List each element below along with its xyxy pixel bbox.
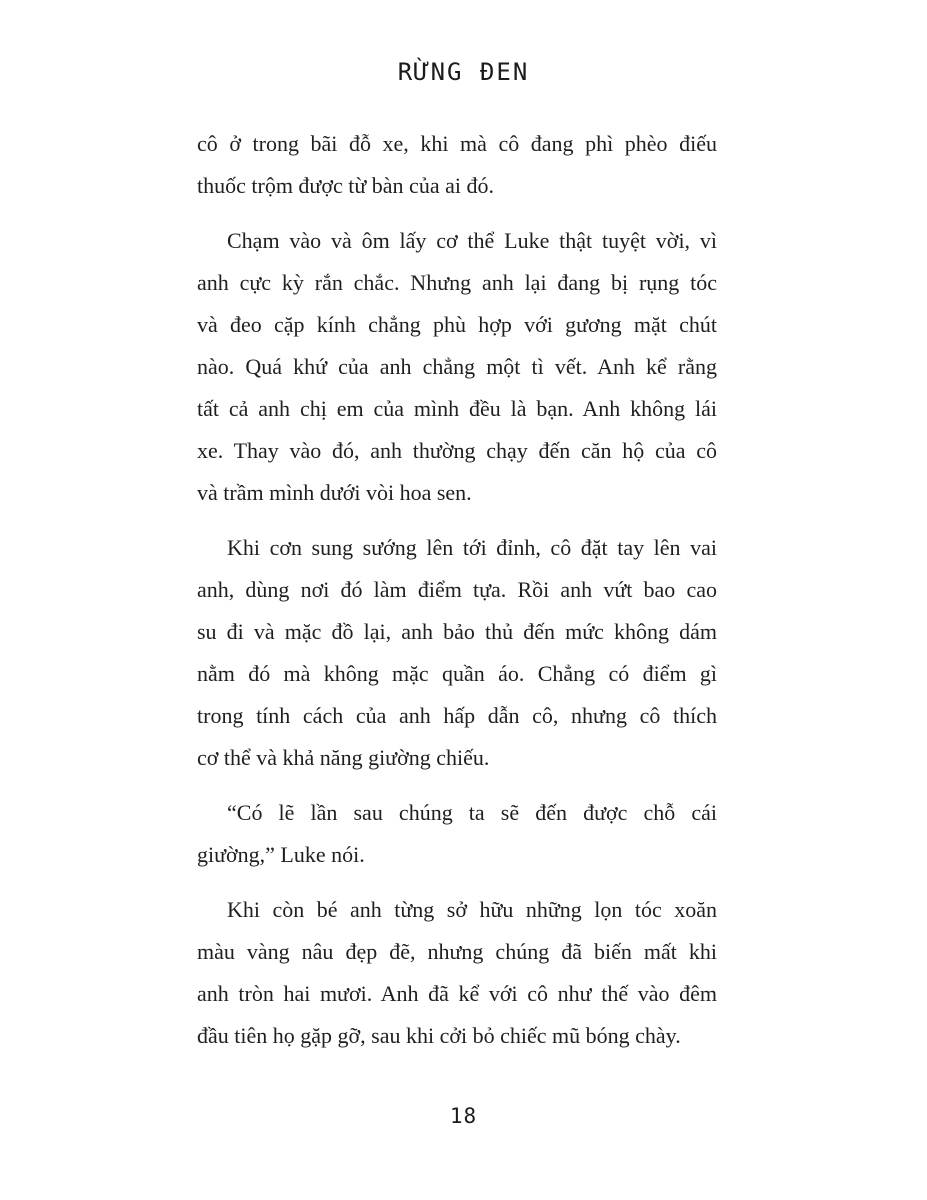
text-line: “Có lẽ lần sau chúng ta sẽ đến được chỗ cái [227, 800, 717, 825]
text-line: Khi còn bé anh từng sở hữu những lọn tóc xoăn [227, 897, 717, 922]
text-line: tất cả anh chị em của mình đều là bạn. Anh không lái [197, 396, 717, 421]
text-line: đầu tiên họ gặp gỡ, sau khi cởi bỏ chiếc mũ bóng chày. [197, 1023, 681, 1048]
text-line: trong tính cách của anh hấp dẫn cô, nhưng cô thích [197, 703, 717, 728]
text-line: và trầm mình dưới vòi hoa sen. [197, 480, 472, 505]
paragraph [197, 792, 717, 876]
text-line: su đi và mặc đồ lại, anh bảo thủ đến mức không dám [197, 619, 717, 644]
text-line: anh tròn hai mươi. Anh đã kể với cô như thế vào đêm [197, 981, 717, 1006]
page-number: 18 [449, 1104, 478, 1128]
text-line: cơ thể và khả năng giường chiếu. [197, 745, 490, 770]
text-line: anh cực kỳ rắn chắc. Nhưng anh lại đang bị rụng tóc [197, 270, 717, 295]
text-line: và đeo cặp kính chẳng phù hợp với gương mặt chút [197, 312, 717, 337]
text-line: nào. Quá khứ của anh chẳng một tì vết. Anh kể rằng [197, 354, 717, 379]
text-line: giường,” Luke nói. [197, 842, 365, 867]
body-text [197, 123, 717, 1070]
text-line: anh, dùng nơi đó làm điểm tựa. Rồi anh vứt bao cao [197, 577, 717, 602]
paragraph [197, 220, 717, 514]
running-head-title: RỪNG ĐEN [397, 58, 530, 86]
text-line: thuốc trộm được từ bàn của ai đó. [197, 173, 494, 198]
text-line: nằm đó mà không mặc quần áo. Chẳng có điểm gì [197, 661, 717, 686]
paragraph [197, 123, 717, 207]
text-line: cô ở trong bãi đỗ xe, khi mà cô đang phì phèo điếu [197, 131, 717, 156]
text-line: màu vàng nâu đẹp đẽ, nhưng chúng đã biến mất khi [197, 939, 717, 964]
text-line: xe. Thay vào đó, anh thường chạy đến căn hộ của cô [197, 438, 717, 463]
paragraph [197, 889, 717, 1057]
text-line: Chạm vào và ôm lấy cơ thể Luke thật tuyệt vời, vì [227, 228, 717, 253]
text-line: Khi cơn sung sướng lên tới đỉnh, cô đặt tay lên vai [227, 535, 717, 560]
paragraph [197, 527, 717, 779]
